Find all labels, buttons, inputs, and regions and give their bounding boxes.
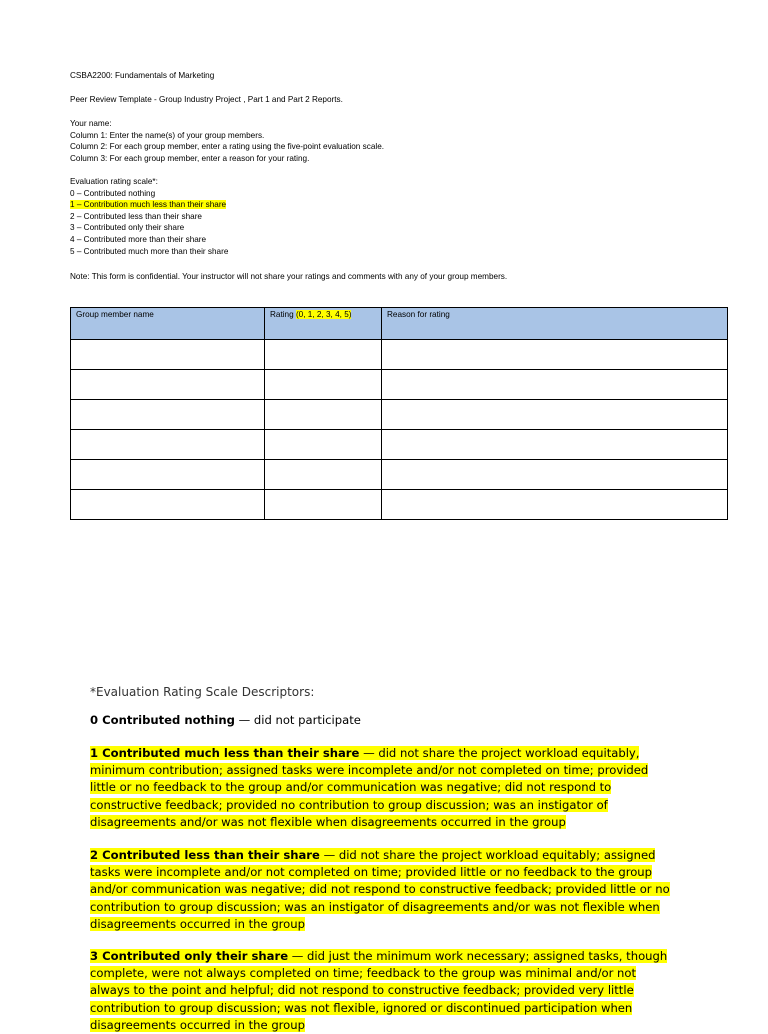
name-cell[interactable] — [71, 460, 265, 490]
scale-item-5: 5 – Contributed much more than their share — [70, 246, 229, 256]
scale-item-1: 1 – Contribution much less than their share — [70, 200, 227, 210]
descriptor-3-title: 3 Contributed only their share — [90, 949, 289, 963]
table-row — [71, 490, 728, 520]
column-instruction-1: Column 1: Enter the name(s) of your group members. — [70, 130, 265, 140]
table-row — [71, 430, 728, 460]
descriptor-0 — [90, 712, 670, 729]
header-rating — [265, 308, 382, 340]
rating-cell[interactable] — [265, 430, 382, 460]
header-rating-label: Rating — [270, 310, 296, 319]
table-row — [71, 460, 728, 490]
name-cell[interactable] — [71, 400, 265, 430]
descriptor-0-text: — did not participate — [234, 713, 361, 727]
course-title: CSBA2200: Fundamentals of Marketing — [70, 71, 215, 80]
scale-item-0: 0 – Contributed nothing — [70, 188, 156, 198]
your-name-label: Your name: — [70, 119, 112, 128]
reason-cell[interactable] — [382, 490, 728, 520]
reason-cell[interactable] — [382, 430, 728, 460]
descriptor-3-text: — did just the minimum work necessary; assigned tasks, though complete, were not always completed on time; feedback to the group was minimal and/or not always to the point and helpful; did not respond to constructive feedback; provided very little contribution to group discussion; was not flexible, ignored or discontinued participation when disagreements occurred in the group — [90, 949, 668, 1032]
confidential-note: Note: This form is confidential. Your instructor will not share your ratings and comments with any of your group members. — [70, 272, 508, 281]
rating-cell[interactable] — [265, 490, 382, 520]
column-instruction-3: Column 3: For each group member, enter a reason for your rating. — [70, 153, 310, 163]
peer-review-table — [70, 307, 728, 520]
scale-item-3: 3 – Contributed only their share — [70, 223, 185, 233]
reason-cell[interactable] — [382, 370, 728, 400]
descriptor-0-title: 0 Contributed nothing — [90, 713, 235, 727]
table-row — [71, 400, 728, 430]
table-row — [71, 370, 728, 400]
scale-item-4: 4 – Contributed more than their share — [70, 235, 207, 244]
template-title: Peer Review Template - Group Industry Project , Part 1 and Part 2 Reports. — [70, 95, 343, 104]
descriptor-2-title: 2 Contributed less than their share — [90, 848, 320, 862]
scale-item-2: 2 – Contributed less than their share — [70, 211, 202, 221]
reason-cell[interactable] — [382, 400, 728, 430]
table-header-row — [71, 308, 728, 340]
header-group-member-name: Group member name — [71, 308, 265, 340]
header-rating-scale: (0, 1, 2, 3, 4, 5) — [295, 310, 352, 319]
reason-cell[interactable] — [382, 460, 728, 490]
scale-heading: Evaluation rating scale*: — [70, 177, 158, 186]
reason-cell[interactable] — [382, 340, 728, 370]
rating-cell[interactable] — [265, 400, 382, 430]
descriptors-heading: *Evaluation Rating Scale Descriptors: — [90, 685, 315, 699]
name-cell[interactable] — [71, 340, 265, 370]
table-row — [71, 340, 728, 370]
column-instruction-2: Column 2: For each group member, enter a rating using the five-point evaluation scale. — [70, 142, 385, 152]
name-cell[interactable] — [71, 370, 265, 400]
descriptor-3 — [90, 948, 670, 1034]
descriptor-1-title: 1 Contributed much less than their share — [90, 746, 360, 760]
descriptor-1 — [90, 745, 670, 831]
name-cell[interactable] — [71, 490, 265, 520]
rating-cell[interactable] — [265, 340, 382, 370]
descriptor-2 — [90, 847, 670, 933]
name-cell[interactable] — [71, 430, 265, 460]
rating-cell[interactable] — [265, 370, 382, 400]
header-reason: Reason for rating — [382, 308, 728, 340]
descriptor-1-text: — did not share the project workload equitably, minimum contribution; assigned tasks were incomplete and/or not completed on time; provided little or no feedback to the group and/or communication was negative; did not respond to constructive feedback; provided no contribution to group discussion; was an instigator of disagreements and/or was not flexible when disagreements occurred in the group — [90, 746, 649, 829]
descriptor-2-text: — did not share the project workload equitably; assigned tasks were incomplete and/or not completed on time; provided little or no feedback to the group and/or communication was negative; did not respond to constructive feedback; provided little or no contribution to group discussion; was an instigator of disagreements and/or was not flexible when disagreements occurred in the group — [90, 848, 670, 931]
rating-cell[interactable] — [265, 460, 382, 490]
